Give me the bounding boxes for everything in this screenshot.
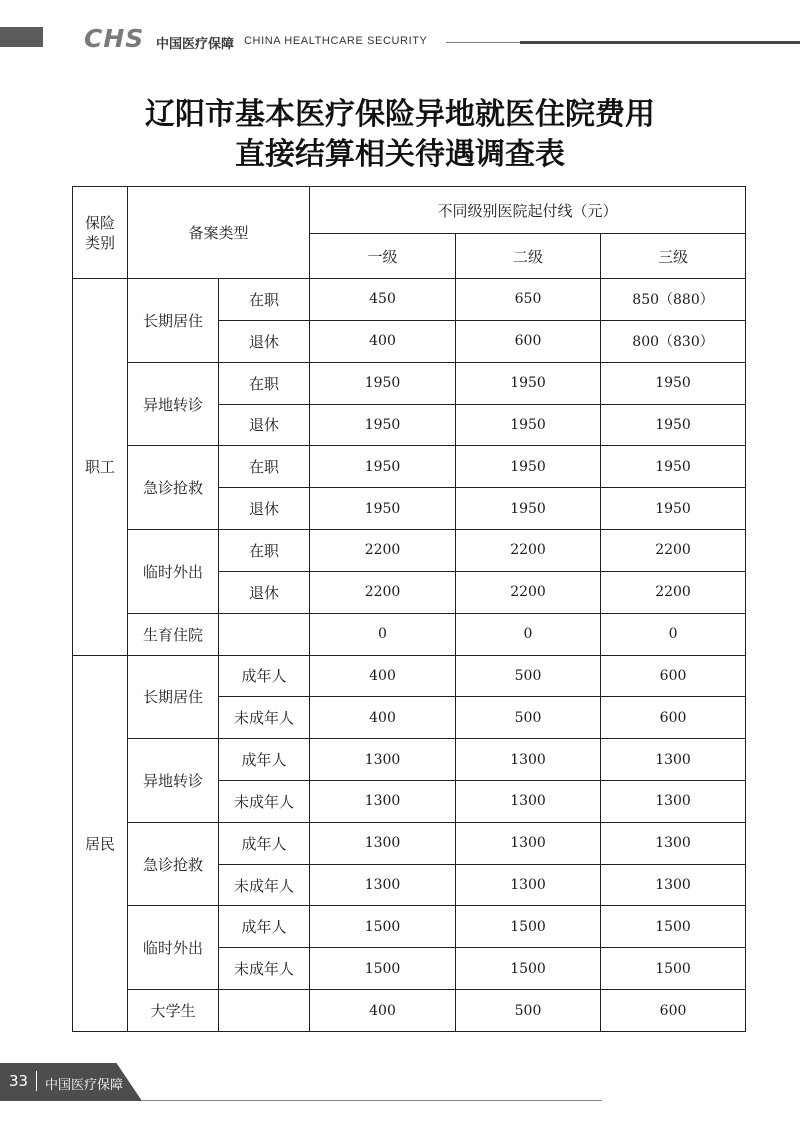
footer-rule — [142, 1100, 602, 1101]
threshold-level-1-cell: 1950 — [310, 488, 456, 530]
threshold-level-2-cell: 1300 — [456, 822, 601, 864]
personnel-type-cell: 成年人 — [219, 822, 310, 864]
personnel-type-cell: 成年人 — [219, 655, 310, 697]
threshold-level-2-cell: 500 — [456, 990, 601, 1032]
treatment-survey-table — [72, 186, 746, 1032]
threshold-level-3-cell: 2200 — [601, 530, 746, 572]
personnel-type-cell: 在职 — [219, 279, 310, 321]
footer-journal-name: 中国医疗保障 — [45, 1078, 124, 1093]
threshold-level-1-cell: 1950 — [310, 362, 456, 404]
filing-type-cell: 异地转诊 — [128, 362, 219, 446]
insurance-type-cell: 居民 — [73, 655, 128, 1031]
table-row — [73, 739, 746, 781]
table-body — [73, 187, 746, 1032]
threshold-level-1-cell: 1300 — [310, 781, 456, 823]
personnel-type-cell: 退休 — [219, 320, 310, 362]
threshold-level-2-cell: 2200 — [456, 571, 601, 613]
filing-type-cell: 急诊抢救 — [128, 822, 219, 906]
filing-type-cell: 生育住院 — [128, 613, 219, 655]
page-number: 33 — [9, 1072, 29, 1090]
threshold-level-3-cell: 1500 — [601, 906, 746, 948]
title-line-1: 辽阳市基本医疗保险异地就医住院费用 — [145, 97, 655, 132]
threshold-level-1-cell: 1300 — [310, 822, 456, 864]
threshold-level-1-cell: 400 — [310, 697, 456, 739]
footer-separator — [36, 1071, 37, 1091]
threshold-level-2-cell: 1950 — [456, 362, 601, 404]
threshold-level-3-cell: 800（830） — [601, 320, 746, 362]
threshold-level-3-cell: 600 — [601, 655, 746, 697]
threshold-level-3-cell: 1300 — [601, 739, 746, 781]
header-rule-thick — [520, 41, 800, 44]
personnel-type-cell: 未成年人 — [219, 697, 310, 739]
header-insurance-type — [73, 187, 128, 279]
filing-type-cell: 临时外出 — [128, 906, 219, 990]
threshold-level-2-cell: 1950 — [456, 488, 601, 530]
threshold-level-3-cell: 1300 — [601, 781, 746, 823]
personnel-type-cell — [219, 613, 310, 655]
threshold-level-1-cell: 400 — [310, 990, 456, 1032]
threshold-level-2-cell: 1300 — [456, 781, 601, 823]
personnel-type-cell — [219, 990, 310, 1032]
filing-type-cell: 异地转诊 — [128, 739, 219, 823]
table-row — [73, 613, 746, 655]
threshold-level-1-cell: 2200 — [310, 530, 456, 572]
threshold-level-2-cell: 0 — [456, 613, 601, 655]
table-row — [73, 822, 746, 864]
table-row — [73, 446, 746, 488]
journal-name-en: CHINA HEALTHCARE SECURITY — [244, 35, 428, 47]
filing-type-cell: 临时外出 — [128, 530, 219, 614]
threshold-level-1-cell: 1300 — [310, 864, 456, 906]
threshold-level-2-cell: 650 — [456, 279, 601, 321]
filing-type-cell: 急诊抢救 — [128, 446, 219, 530]
personnel-type-cell: 在职 — [219, 446, 310, 488]
threshold-level-3-cell: 600 — [601, 697, 746, 739]
personnel-type-cell: 退休 — [219, 404, 310, 446]
threshold-level-3-cell: 1950 — [601, 362, 746, 404]
table-row — [73, 906, 746, 948]
threshold-level-3-cell: 0 — [601, 613, 746, 655]
threshold-level-2-cell: 500 — [456, 655, 601, 697]
table-row — [73, 530, 746, 572]
threshold-level-3-cell: 1950 — [601, 446, 746, 488]
personnel-type-cell: 在职 — [219, 362, 310, 404]
personnel-type-cell: 未成年人 — [219, 948, 310, 990]
threshold-level-2-cell: 1950 — [456, 404, 601, 446]
header-threshold-group: 不同级别医院起付线（元） — [310, 187, 746, 234]
header-level-2: 二级 — [456, 234, 601, 279]
threshold-level-1-cell: 1950 — [310, 446, 456, 488]
threshold-level-2-cell: 600 — [456, 320, 601, 362]
threshold-level-1-cell: 0 — [310, 613, 456, 655]
threshold-level-1-cell: 1300 — [310, 739, 456, 781]
header-insurance-type-text: 保险 类别 — [84, 213, 115, 252]
threshold-level-3-cell: 1950 — [601, 404, 746, 446]
table-row — [73, 279, 746, 321]
threshold-level-3-cell: 600 — [601, 990, 746, 1032]
threshold-level-2-cell: 2200 — [456, 530, 601, 572]
threshold-level-2-cell: 1950 — [456, 446, 601, 488]
personnel-type-cell: 未成年人 — [219, 781, 310, 823]
personnel-type-cell: 成年人 — [219, 739, 310, 781]
table-row — [73, 362, 746, 404]
threshold-level-3-cell: 1950 — [601, 488, 746, 530]
filing-type-cell: 大学生 — [128, 990, 219, 1032]
filing-type-cell: 长期居住 — [128, 655, 219, 739]
filing-type-cell: 长期居住 — [128, 279, 219, 363]
threshold-level-1-cell: 450 — [310, 279, 456, 321]
threshold-level-3-cell: 1300 — [601, 822, 746, 864]
threshold-level-3-cell: 850（880） — [601, 279, 746, 321]
table-header-row — [73, 187, 746, 234]
threshold-level-1-cell: 400 — [310, 655, 456, 697]
threshold-level-2-cell: 1300 — [456, 864, 601, 906]
threshold-level-1-cell: 1500 — [310, 906, 456, 948]
document-title — [0, 95, 800, 175]
header-filing-type: 备案类型 — [128, 187, 310, 279]
table-row — [73, 655, 746, 697]
threshold-level-3-cell: 1500 — [601, 948, 746, 990]
threshold-level-1-cell: 1950 — [310, 404, 456, 446]
personnel-type-cell: 退休 — [219, 488, 310, 530]
threshold-level-1-cell: 1500 — [310, 948, 456, 990]
threshold-level-1-cell: 400 — [310, 320, 456, 362]
chs-logo: CHS — [84, 24, 145, 53]
threshold-level-2-cell: 500 — [456, 697, 601, 739]
personnel-type-cell: 在职 — [219, 530, 310, 572]
header-level-3: 三级 — [601, 234, 746, 279]
title-line-2: 直接结算相关待遇调查表 — [235, 137, 565, 172]
header-accent-block — [0, 27, 43, 47]
insurance-type-cell: 职工 — [73, 279, 128, 655]
personnel-type-cell: 退休 — [219, 571, 310, 613]
personnel-type-cell: 未成年人 — [219, 864, 310, 906]
personnel-type-cell: 成年人 — [219, 906, 310, 948]
table-row — [73, 990, 746, 1032]
threshold-level-2-cell: 1500 — [456, 906, 601, 948]
threshold-level-3-cell: 1300 — [601, 864, 746, 906]
journal-name-cn: 中国医疗保障 — [156, 37, 235, 52]
threshold-level-3-cell: 2200 — [601, 571, 746, 613]
threshold-level-2-cell: 1500 — [456, 948, 601, 990]
header-level-1: 一级 — [310, 234, 456, 279]
threshold-level-2-cell: 1300 — [456, 739, 601, 781]
threshold-level-1-cell: 2200 — [310, 571, 456, 613]
